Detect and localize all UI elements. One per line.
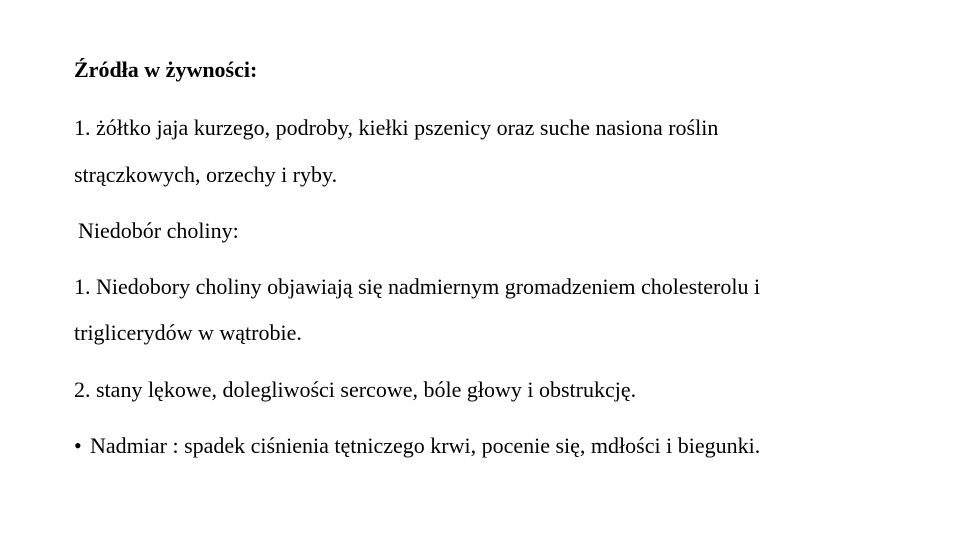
sources-line-1: 1. żółtko jaja kurzego, podroby, kiełki pszenicy oraz suche nasiona roślin: [74, 115, 719, 140]
deficiency-item-2: 2. stany lękowe, dolegliwości sercowe, bóle głowy i obstrukcję.: [74, 377, 637, 402]
excess-list-item: [74, 433, 760, 459]
deficiency-item-1-line-1: 1. Niedobory choliny objawiają się nadmiernym gromadzeniem cholesterolu i: [74, 274, 761, 299]
sources-line-2: strączkowych, orzechy i ryby.: [74, 162, 338, 187]
sources-heading: Źródła w żywności:: [74, 57, 258, 82]
bullet-icon: •: [74, 433, 82, 458]
excess-text: Nadmiar : spadek ciśnienia tętniczego krwi, pocenie się, mdłości i biegunki.: [90, 433, 761, 458]
deficiency-heading: Niedobór choliny:: [78, 218, 239, 243]
deficiency-item-1-line-2: triglicerydów w wątrobie.: [74, 320, 302, 345]
